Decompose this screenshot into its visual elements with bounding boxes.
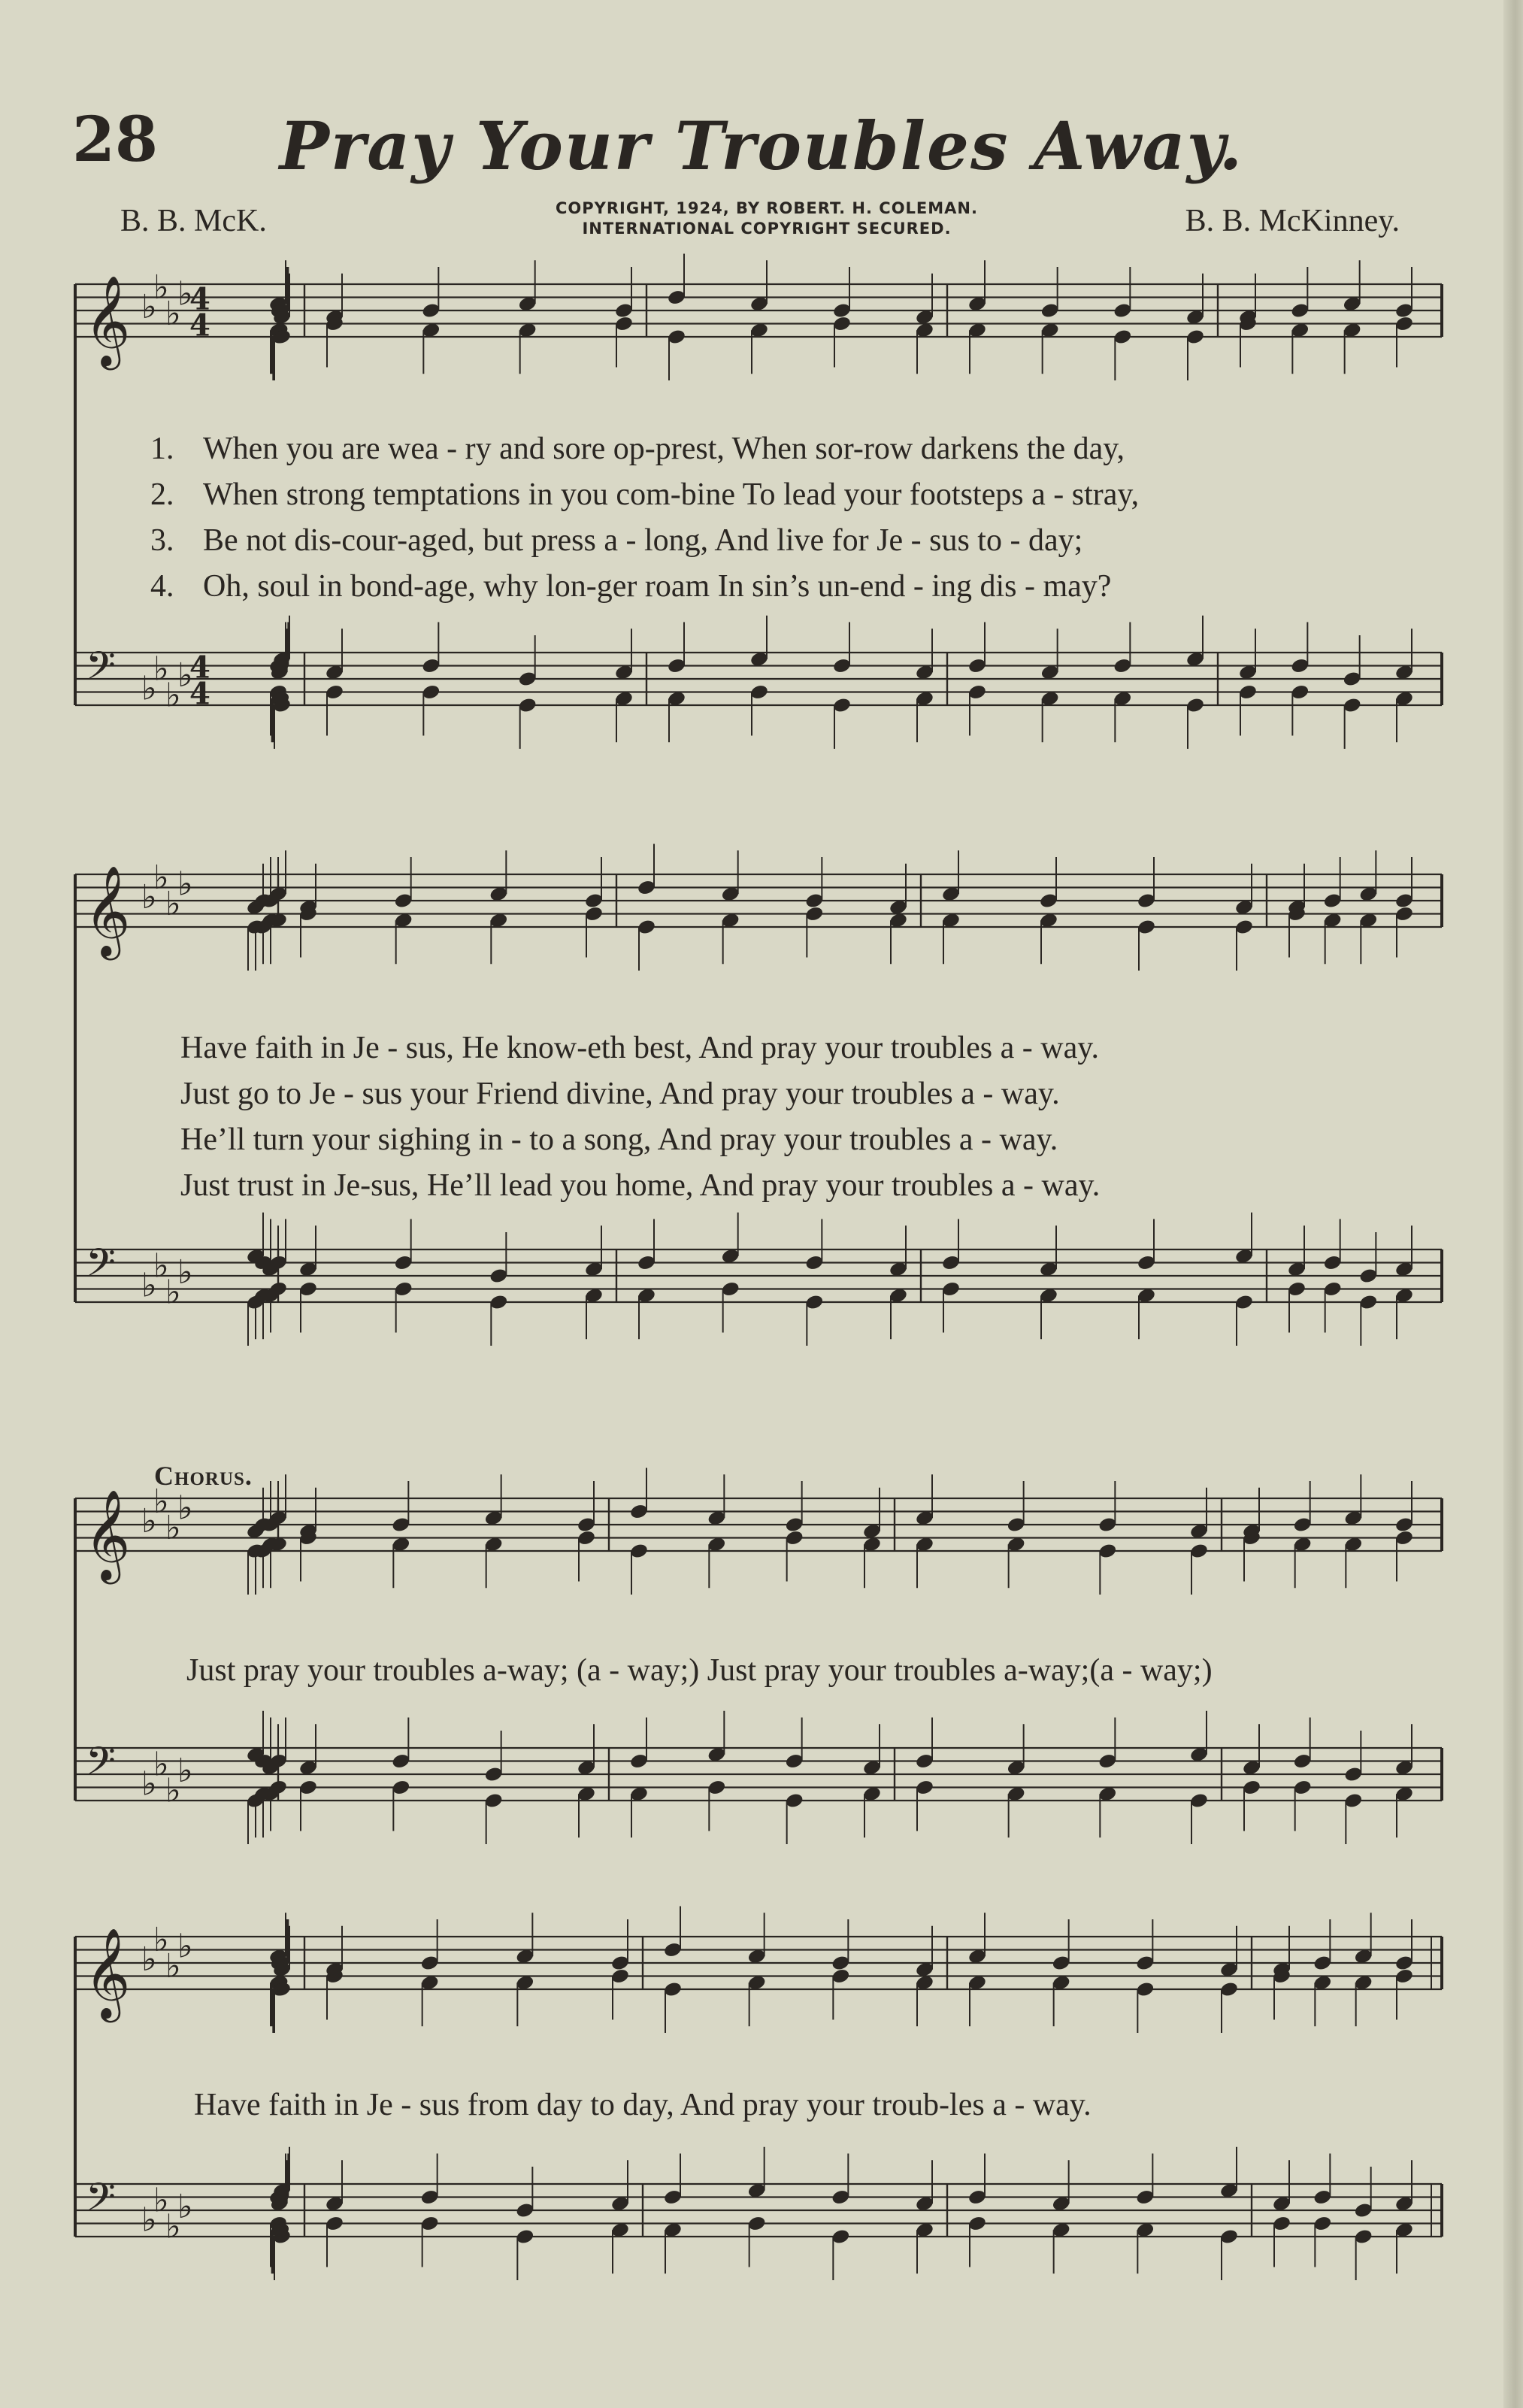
- flat-icon: ♭: [141, 288, 157, 326]
- flat-icon: ♭: [177, 1253, 193, 1292]
- bass-clef-icon: 𝄢: [86, 2174, 116, 2229]
- flat-icon: ♭: [165, 1273, 181, 1312]
- flat-icon: ♭: [177, 1489, 193, 1528]
- refrain-lyric: Just trust in Je-sus, He’ll lead you home, And pray your troubles a - way.: [180, 1168, 1101, 1203]
- bass-clef-icon: 𝄢: [86, 643, 116, 698]
- verse-lyric: Oh, soul in bond-age, why lon-ger roam In sin’s un-end - ing dis - may?: [203, 569, 1112, 604]
- flat-icon: ♭: [165, 884, 181, 923]
- verse-number: 4.: [150, 569, 174, 604]
- hymn-number: 28: [72, 104, 159, 176]
- verse-number: 1.: [150, 432, 174, 466]
- flat-icon: ♭: [165, 2207, 181, 2246]
- flat-icon: ♭: [177, 1752, 193, 1790]
- flat-icon: ♭: [141, 669, 157, 708]
- page-spine-shadow: [1503, 0, 1523, 2408]
- flat-icon: ♭: [141, 1502, 157, 1540]
- flat-icon: ♭: [177, 274, 193, 313]
- flat-icon: ♭: [153, 1246, 169, 1286]
- flat-icon: ♭: [165, 294, 181, 333]
- copyright-line: COPYRIGHT, 1924, BY ROBERT. H. COLEMAN.: [556, 199, 978, 217]
- hymn-title: Pray Your Troubles Away.: [279, 107, 1244, 185]
- verse-lyric: When strong temptations in you com-bine To lead your footsteps a - stray,: [203, 477, 1140, 512]
- time-signature-numerator: 4: [189, 650, 210, 686]
- flat-icon: ♭: [177, 1927, 193, 1966]
- copyright-line: INTERNATIONAL COPYRIGHT SECURED.: [582, 220, 952, 238]
- refrain-lyric: He’ll turn your sighing in - to a song, And pray your troubles a - way.: [180, 1122, 1058, 1157]
- flat-icon: ♭: [153, 1920, 169, 1959]
- refrain-lyric: Have faith in Je - sus, He know-eth best, And pray your troubles a - way.: [180, 1031, 1099, 1065]
- flat-icon: ♭: [165, 1771, 181, 1810]
- flat-icon: ♭: [165, 1946, 181, 1985]
- music-credit: B. B. McKinney.: [1185, 204, 1400, 238]
- verse-number: 2.: [150, 477, 174, 512]
- verse-number: 3.: [150, 523, 174, 558]
- flat-icon: ♭: [153, 2181, 169, 2220]
- flat-icon: ♭: [153, 1745, 169, 1784]
- flat-icon: ♭: [153, 858, 169, 897]
- flat-icon: ♭: [141, 878, 157, 916]
- flat-icon: ♭: [141, 1764, 157, 1804]
- treble-clef-icon: 𝄞: [84, 865, 131, 956]
- words-credit: B. B. McK.: [120, 204, 267, 238]
- treble-clef-icon: 𝄞: [84, 1489, 131, 1580]
- treble-clef-icon: 𝄞: [84, 1927, 131, 2019]
- flat-icon: ♭: [153, 268, 169, 307]
- chorus-label: Chorus.: [154, 1461, 253, 1491]
- flat-icon: ♭: [141, 1266, 157, 1305]
- verse-lyric: Be not dis-cour-aged, but press a - long, And live for Je - sus to - day;: [203, 523, 1083, 558]
- flat-icon: ♭: [177, 656, 193, 695]
- refrain-lyric: Just go to Je - sus your Friend divine, And pray your troubles a - way.: [180, 1077, 1060, 1111]
- bass-clef-icon: 𝄢: [86, 1240, 116, 1295]
- flat-icon: ♭: [141, 1940, 157, 1979]
- flat-icon: ♭: [177, 2188, 193, 2226]
- chorus-lyric: Just pray your troubles a-way; (a - way;) Just pray your troubles a-way;(a - way;): [186, 1653, 1213, 1688]
- verse-lyric: When you are wea - ry and sore op-prest, When sor-row darkens the day,: [203, 432, 1125, 466]
- time-signature-numerator: 4: [189, 281, 210, 317]
- chorus-lyric: Have faith in Je - sus from day to day, And pray your troub-les a - way.: [194, 2088, 1092, 2122]
- time-signature-denominator: 4: [189, 307, 210, 344]
- flat-icon: ♭: [165, 676, 181, 715]
- flat-icon: ♭: [153, 650, 169, 689]
- flat-icon: ♭: [141, 2201, 157, 2240]
- time-signature-denominator: 4: [189, 676, 210, 712]
- flat-icon: ♭: [153, 1482, 169, 1521]
- flat-icon: ♭: [165, 1508, 181, 1547]
- bass-clef-icon: 𝄢: [86, 1738, 116, 1793]
- treble-clef-icon: 𝄞: [84, 274, 131, 366]
- flat-icon: ♭: [177, 865, 193, 904]
